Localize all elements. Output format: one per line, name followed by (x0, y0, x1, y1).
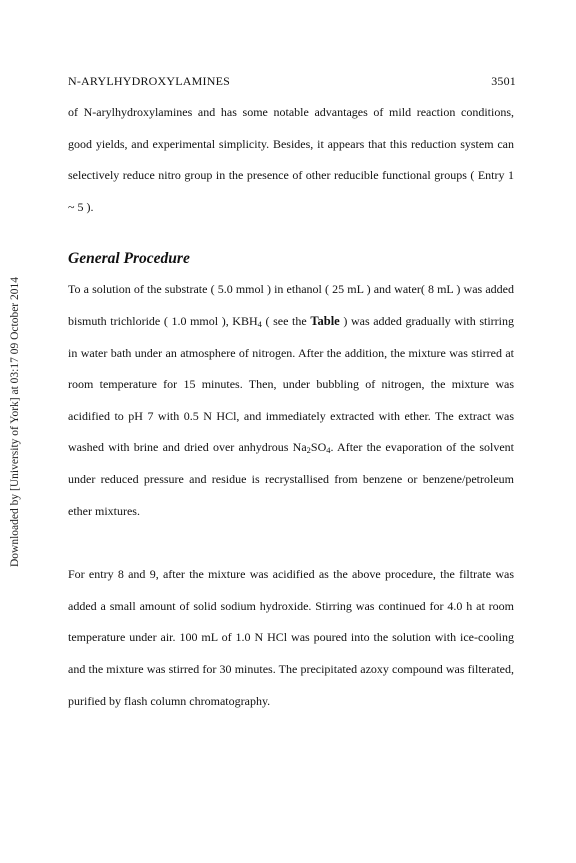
subscript-4b: 4 (326, 445, 331, 456)
procedure-text-1: To a solution of the substrate ( 5.0 mmol ) in ethanol ( 25 mL ) and water( 8 mL ) was added bismuth trichloride ( 1.0 mmol ), KBH (68, 282, 514, 328)
procedure-paragraph (68, 274, 514, 527)
download-watermark-text: Downloaded by [University of York] at 03:17 09 October 2014 (9, 276, 22, 568)
procedure-text-5: . After the evaporation of the solvent under reduced pressure and residue is recrystallised from benzene or benzene/petroleum ether mixtures. (68, 440, 514, 518)
procedure-text-3: ) was added gradually with stirring in water bath under an atmosphere of nitrogen. After the addition, the mixture was stirred at room temperature for 15 minutes. Then, under bubbling of nitrogen, the mixture was acidified to pH 7 with 0.5 N HCl, and immediately extracted with ether. The extract was washed with brine and dried over anhydrous Na (68, 313, 515, 455)
section-heading: General Procedure (68, 250, 190, 268)
subscript-4: 4 (257, 318, 262, 329)
download-watermark (4, 232, 26, 612)
subscript-2: 2 (306, 445, 311, 456)
azoxy-paragraph: For entry 8 and 9, after the mixture was acidified as the above procedure, the filtrate was added a small amount of solid sodium hydroxide. Stirring was continued for 4.0 h at room temperature under air. 100 mL of 1.0 N HCl was poured into the solution with ice-cooling and the mixture was stirred for 30 minutes. The precipitated azoxy compound was filterated, purified by flash column chromatography. (68, 567, 514, 708)
paragraph-gap (68, 527, 514, 559)
page-body (68, 97, 514, 717)
procedure-text-4: SO (310, 440, 327, 455)
running-title: N-ARYLHYDROXYLAMINES (68, 74, 230, 88)
procedure-text-2: ( see the (261, 313, 311, 328)
intro-paragraph: of N-arylhydroxylamines and has some notable advantages of mild reaction conditions, good yields, and experimental simplicity. Besides, it appears that this reduction system can selectively reduce nitro group in the presence of other reducible functional groups ( Entry 1 ~ 5 ). (68, 105, 514, 214)
page-number: 3501 (491, 74, 516, 88)
table-reference: Table (310, 313, 340, 328)
running-header (68, 74, 516, 89)
